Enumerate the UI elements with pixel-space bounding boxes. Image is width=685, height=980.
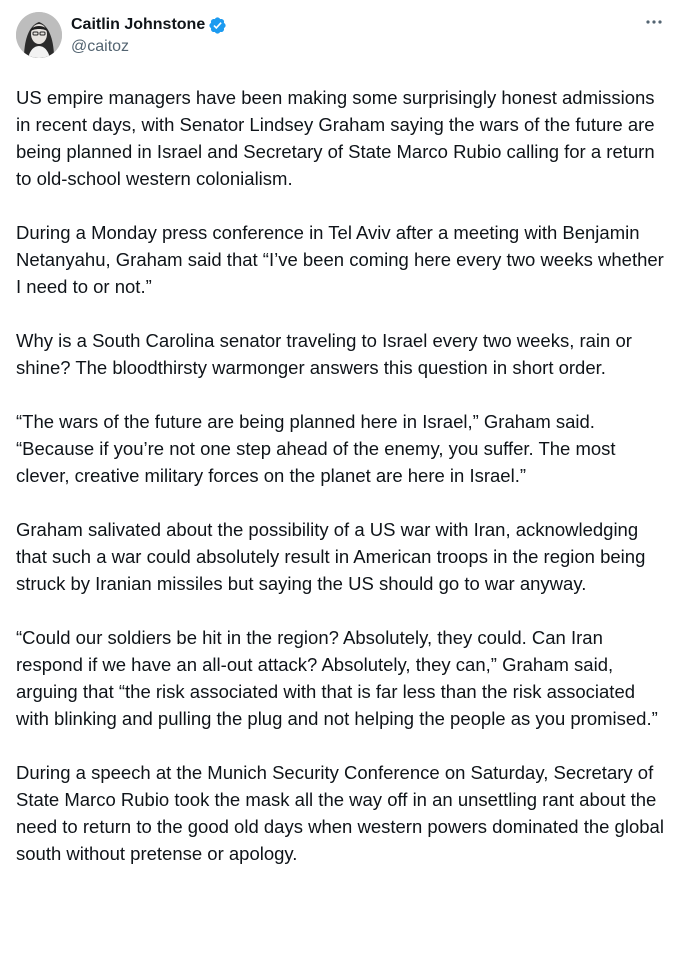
tweet-paragraph: “The wars of the future are being planned here in Israel,” Graham said. “Because if you’re not one step ahead of the enemy, you suffer. The most clever, creative military forces on the planet are here in Israel.” bbox=[16, 411, 616, 486]
tweet-header bbox=[16, 12, 669, 62]
tweet-body bbox=[16, 84, 669, 867]
author-display-name[interactable]: Caitlin Johnstone bbox=[71, 16, 206, 33]
name-row bbox=[71, 14, 227, 36]
tweet-paragraph: Why is a South Carolina senator traveling to Israel every two weeks, rain or shine? The bloodthirsty warmonger answers this question in short order. bbox=[16, 330, 632, 378]
tweet-paragraph: During a Monday press conference in Tel Aviv after a meeting with Benjamin Netanyahu, Graham said that “I’ve been coming here every two weeks whether I need to or not.” bbox=[16, 222, 664, 297]
tweet-paragraph: US empire managers have been making some surprisingly honest admissions in recent days, with Senator Lindsey Graham saying the wars of the future are being planned in Israel and Secretary of State Marco Rubio calling for a return to old-school western colonialism. bbox=[16, 87, 655, 189]
author-handle[interactable]: @caitoz bbox=[71, 38, 130, 55]
more-options-button[interactable] bbox=[639, 10, 669, 34]
avatar[interactable] bbox=[16, 12, 62, 58]
verified-badge-icon[interactable] bbox=[208, 16, 227, 35]
more-horizontal-icon bbox=[645, 19, 663, 25]
profile-photo-icon bbox=[16, 12, 62, 58]
tweet-paragraph: Graham salivated about the possibility of a US war with Iran, acknowledging that such a war could absolutely result in American troops in the region being struck by Iranian missiles but saying the US should go to war anyway. bbox=[16, 519, 646, 594]
tweet-paragraph: During a speech at the Munich Security Conference on Saturday, Secretary of State Marco Rubio took the mask all the way off in an unsettling rant about the need to return to the good old days when western powers dominated the global south without pretense or apology. bbox=[16, 762, 664, 864]
author-names bbox=[71, 14, 227, 58]
tweet-paragraph: “Could our soldiers be hit in the region? Absolutely, they could. Can Iran respond if we have an all-out attack? Absolutely, they can,” Graham said, arguing that “the risk associated with that is far less than the risk associated with blinking and pulling the plug and not helping the people as you promised.” bbox=[16, 627, 658, 729]
